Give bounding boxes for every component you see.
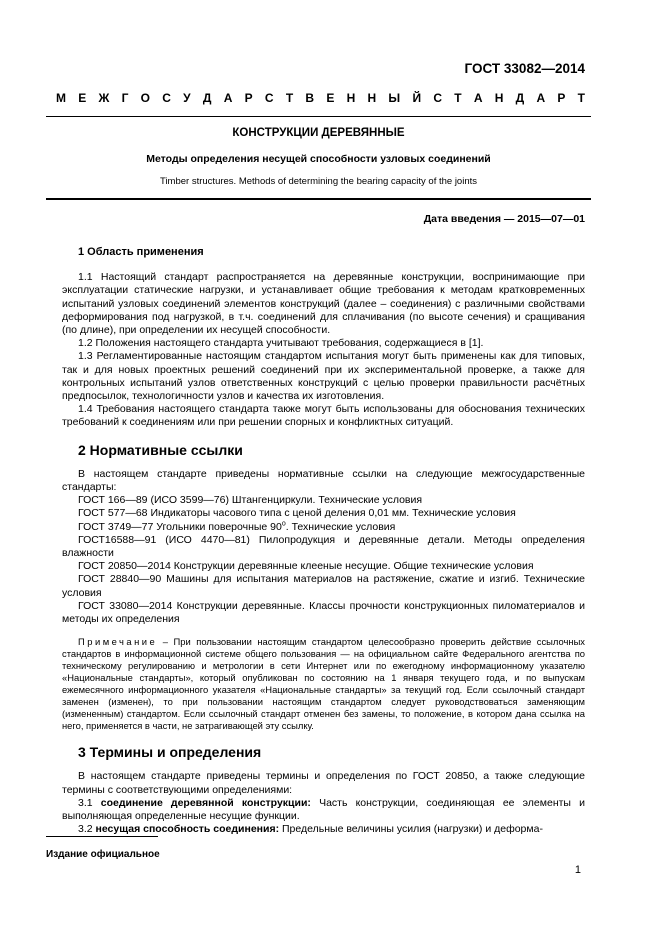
reference-item: ГОСТ 33080—2014 Конструкции деревянные. Классы прочности конструкционных пиломатериалов и методы их определения [62,599,585,626]
official-edition-label: Издание официальное [46,849,160,860]
reference-item: ГОСТ 166—89 (ИСО 3599—76) Штангенциркули. Технические условия [78,494,423,507]
reference-text: ГОСТ 3749—77 Угольники поверочные 90 [78,520,282,533]
section-3-intro: В настоящем стандарте приведены термины и определения по ГОСТ 20850, а также следующие термины с соответствующими определениями: [62,770,585,796]
document-title: КОНСТРУКЦИИ ДЕРЕВЯННЫЕ [232,127,405,139]
degree-mark: о [281,520,286,528]
term-name: соединение деревянной конструкции: [100,796,311,809]
reference-item: ГОСТ 577—68 Индикаторы часового типа с ценой деления 0,01 мм. Технические условия [78,507,516,520]
note-label: Примечание [78,636,158,648]
section-2-heading: 2 Нормативные ссылки [78,441,243,458]
reference-text: . Технические условия [285,520,396,533]
header-rule [46,116,591,117]
section-2-intro: В настоящем стандарте приведены нормативные ссылки на следующие межгосударственные стандарты: [62,467,585,494]
reference-item: ГОСТ 20850—2014 Конструкции деревянные клееные несущие. Общие технические условия [78,560,534,573]
footer-rule [46,836,158,837]
term-3-1 [62,797,585,823]
paragraph-1-4: 1.4 Требования настоящего стандарта также могут быть использованы для обоснования технических требований к соединениям или при решении спорных и конфликтных ситуаций. [62,403,585,429]
document-body [62,246,585,837]
standard-banner: М Е Ж Г О С У Д А Р С Т В Е Н Н Ы Й С Т А Н Д А Р Т [56,91,585,105]
paragraph-1-3: 1.3 Регламентированные настоящим стандартом испытания могут быть применены как для типовых, так и для новых проектных решений соединений при их экспериментальной проверке, а также для контрольных испытаний узлов ответственных конструкций с целью проверки правильности расчётных предпосылок, технологичности узлов и качества их изготовления. [62,350,585,403]
section-1-heading: 1 Область применения [78,246,204,258]
term-name: несущая способность соединения: [95,823,280,836]
reference-item [62,521,585,534]
term-definition: Часть конструкции, соединяющая ее элементы и выполняющая определенные несущие функции. [62,796,585,823]
section-3-heading: 3 Термины и определения [78,744,262,761]
note-paragraph [62,636,585,732]
title-rule [46,198,591,200]
reference-item: ГОСТ 28840—90 Машины для испытания материалов на растяжение, сжатие и изгиб. Технические условия [62,573,585,599]
reference-item: ГОСТ16588—91 (ИСО 4470—81) Пилопродукция и деревянные детали. Методы определения влажности [62,533,585,560]
term-number: 3.2 [78,823,96,836]
document-title-english: Timber structures. Methods of determining the bearing capacity of the joints [160,176,477,187]
term-definition: Предельные величины усилия (нагрузки) и деформа- [279,823,543,836]
term-number: 3.1 [78,796,101,809]
introduction-date: Дата введения — 2015—07—01 [423,213,585,225]
document-subtitle: Методы определения несущей способности узловых соединений [146,153,491,165]
note-text: – При пользовании настоящим стандартом целесообразно проверить действие ссылочных стандартов в информационной системе общего пользования — на официальном сайте Федерального агентства по техническому регулированию и метрологии в сети Интернет или по ежегодному информационному указателю «Национальные стандарты», который опубликован по состоянию на 1 января текущего года, и по выпускам ежемесячного информационного указателя «Национальные стандарты» за текущий год. Если ссылочный стандарт заменен (изменен), то при пользовании настоящим стандартом следует руководствоваться заменяющим (измененным) стандартом. Если ссылочный стандарт отменен без замены, то положение, в котором дана ссылка на него, применяется в части, не затрагивающей эту ссылку. [62,636,585,732]
paragraph-1-1: 1.1 Настоящий стандарт распространяется на деревянные конструкции, воспринимающие при эксплуатации статические нагрузки, и устанавливает общие требования к методам кратковременных испытаний узловых соединений элементов конструкций (далее – соединения) с различными свойствами деформирования под нагрузкой, в т.ч. соединений для сплачивания (по высоте сечения) и сращивания (по длине), при определении их несущей способности. [62,271,585,337]
gost-number: ГОСТ 33082—2014 [464,61,585,76]
paragraph-1-2: 1.2 Положения настоящего стандарта учитывают требования, содержащиеся в [1]. [78,337,484,350]
term-3-2 [62,823,585,836]
page-number: 1 [574,864,581,876]
